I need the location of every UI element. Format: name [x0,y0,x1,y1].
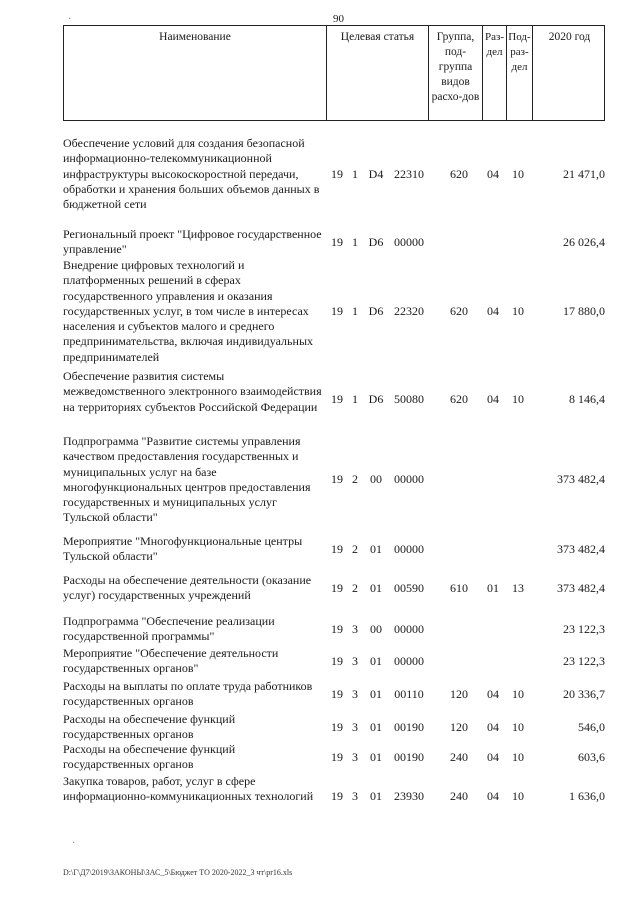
row-name: Расходы на выплаты по оплате труда работников государственных органов [63,679,313,709]
row-name: Закупка товаров, работ, услуг в сфере информационно-коммуникационных технологий [63,774,314,804]
row-amount: 17 880,0 [563,304,605,318]
row-name: Мероприятие "Многофункциональные центры Тульской области" [63,534,303,564]
row-rz: 04 [487,304,499,318]
row-grp: 120 [450,687,468,701]
row-grp: 620 [450,167,468,181]
row-code: 23930 [394,789,424,803]
row-amount: 373 482,4 [557,581,605,595]
row-code: 00190 [394,750,424,764]
scan-mark: · [68,14,72,25]
row-c: 01 [370,581,382,595]
table-row [63,774,605,820]
table-row [63,573,605,604]
row-name: Подпрограмма "Развитие системы управления качеством предоставления государственных и муниципальных услуг на базе многофункциональных центров предоставления государственных и муниципальных услуг Тульской области" [63,434,311,525]
header-subsection: Под-раз-дел [506,26,532,120]
row-p: 19 [331,720,343,734]
row-rz: 04 [487,720,499,734]
table-row [63,742,605,773]
row-amount: 373 482,4 [557,542,605,556]
row-c: 01 [370,654,382,668]
row-c: D6 [368,235,384,249]
row-name: Расходы на обеспечение функций государственных органов [63,742,236,772]
scan-mark: · [72,838,76,849]
row-s: 3 [352,622,358,636]
row-c: D6 [368,392,384,406]
row-name: Внедрение цифровых технологий и платформенных решений в сферах государственного управления и оказания государственных услуг, в том числе в интересах населения и субъектов малого и среднего предпринимательства, включая индивидуальных предпринимателей [63,258,314,364]
row-p: 19 [331,687,343,701]
row-p: 19 [331,235,343,249]
row-c: 01 [370,750,382,764]
row-c: 01 [370,687,382,701]
row-c: 01 [370,720,382,734]
row-grp: 240 [450,750,468,764]
row-pr: 10 [512,789,524,803]
row-grp: 610 [450,581,468,595]
row-grp: 240 [450,789,468,803]
row-code: 00000 [394,542,424,556]
row-amount: 1 636,0 [569,789,605,803]
row-pr: 10 [512,750,524,764]
table-row [63,534,605,565]
row-p: 19 [331,622,343,636]
row-amount: 26 026,4 [563,235,605,249]
row-code: 00000 [394,472,424,486]
row-rz: 04 [487,687,499,701]
row-s: 1 [352,304,358,318]
row-s: 3 [352,789,358,803]
row-name: Расходы на обеспечение деятельности (оказание услуг) государственных учреждений [63,573,312,603]
row-p: 19 [331,472,343,486]
table-row [63,614,605,645]
row-amount: 8 146,4 [569,392,605,406]
row-rz: 04 [487,392,499,406]
table-row [63,136,605,213]
row-grp: 120 [450,720,468,734]
row-amount: 373 482,4 [557,472,605,486]
row-s: 3 [352,687,358,701]
table-row [63,227,605,258]
table-row [63,646,605,677]
row-p: 19 [331,392,343,406]
row-name: Обеспечение условий для создания безопасной информационно-телекоммуникационной инфраструктуры высокоскоростной передачи, обработки и хранения больших объемов данных в бюджетной сети [63,136,320,212]
row-p: 19 [331,542,343,556]
row-code: 00000 [394,654,424,668]
row-p: 19 [331,167,343,181]
row-code: 22320 [394,304,424,318]
row-p: 19 [331,654,343,668]
row-code: 00000 [394,235,424,249]
table-header [63,25,605,121]
row-rz: 04 [487,789,499,803]
row-s: 3 [352,750,358,764]
row-amount: 603,6 [578,750,605,764]
table-row [63,369,605,430]
row-rz: 04 [487,167,499,181]
row-amount: 23 122,3 [563,654,605,668]
row-p: 19 [331,304,343,318]
row-s: 2 [352,472,358,486]
row-name: Региональный проект "Цифровое государственное управление" [63,227,322,257]
row-code: 50080 [394,392,424,406]
row-code: 00110 [394,687,424,701]
row-s: 1 [352,392,358,406]
row-amount: 20 336,7 [563,687,605,701]
table-row [63,712,605,743]
row-name: Подпрограмма "Обеспечение реализации государственной программы" [63,614,275,644]
row-pr: 13 [512,581,524,595]
row-s: 2 [352,542,358,556]
row-grp: 620 [450,392,468,406]
row-pr: 10 [512,687,524,701]
file-path-footer: D:\Г\Д7\2019\ЗАКОНЫ\ЗАС_5\Бюджет ТО 2020-2022_3 чт\pr16.xls [63,868,293,877]
header-section: Раз-дел [482,26,506,120]
header-name: Наименование [159,31,231,43]
row-code: 00590 [394,581,424,595]
row-pr: 10 [512,720,524,734]
row-s: 1 [352,235,358,249]
row-pr: 10 [512,304,524,318]
row-code: 22310 [394,167,424,181]
row-s: 2 [352,581,358,595]
header-group: Группа, под-группа видов расхо-дов [428,26,482,120]
table-row [63,434,605,526]
row-p: 19 [331,581,343,595]
header-year: 2020 год [532,26,606,120]
row-amount: 21 471,0 [563,167,605,181]
row-c: 00 [370,622,382,636]
page-number: 90 [333,13,344,25]
header-target: Целевая статья [326,26,428,120]
row-amount: 546,0 [578,720,605,734]
row-rz: 01 [487,581,499,595]
row-c: 01 [370,542,382,556]
row-s: 1 [352,167,358,181]
row-pr: 10 [512,392,524,406]
row-grp: 620 [450,304,468,318]
row-pr: 10 [512,167,524,181]
row-c: 01 [370,789,382,803]
row-c: 00 [370,472,382,486]
table-row [63,679,605,710]
row-name: Обеспечение развития системы межведомственного электронного взаимодействия на территориях субъектов Российской Федерации [63,369,322,414]
row-rz: 04 [487,750,499,764]
row-code: 00000 [394,622,424,636]
row-name: Мероприятие "Обеспечение деятельности государственных органов" [63,646,279,676]
row-name: Расходы на обеспечение функций государственных органов [63,712,236,742]
row-amount: 23 122,3 [563,622,605,636]
table-row [63,258,605,365]
row-s: 3 [352,720,358,734]
row-c: D6 [368,304,384,318]
row-s: 3 [352,654,358,668]
row-c: D4 [368,167,384,181]
row-p: 19 [331,789,343,803]
row-code: 00190 [394,720,424,734]
row-p: 19 [331,750,343,764]
